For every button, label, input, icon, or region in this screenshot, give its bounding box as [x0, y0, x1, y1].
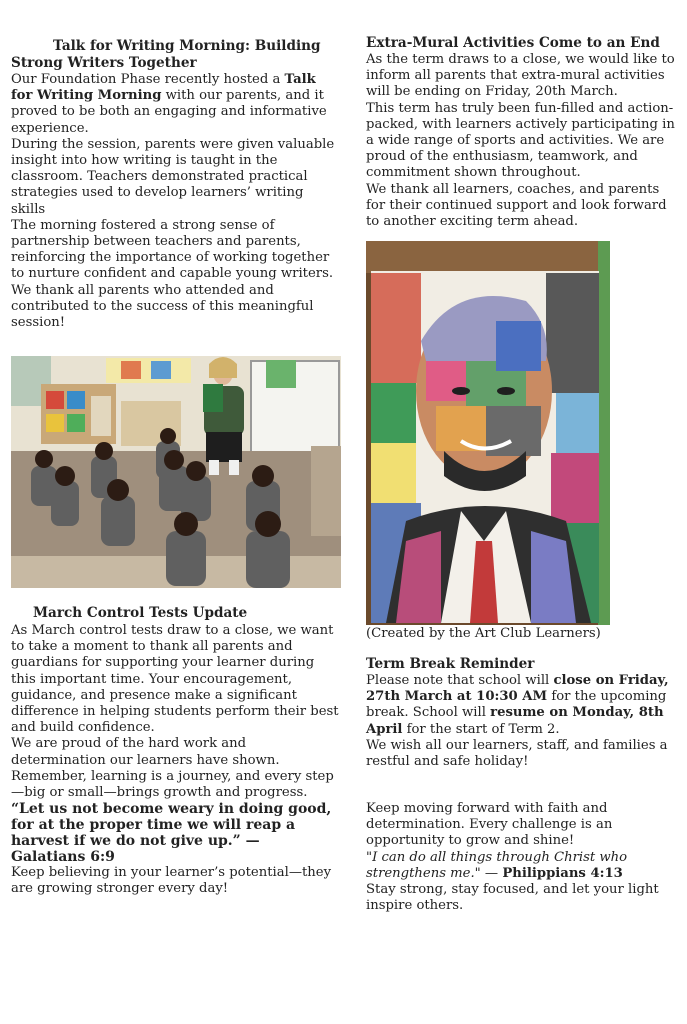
extra-paragraph-3: We thank all learners, coaches, and parents for their continued support and look forward to another exciting term ahead. [366, 181, 667, 230]
term-close-date: close on Friday, 27th March at 10:30 AM [366, 673, 669, 705]
portrait-painting-illustration [366, 241, 610, 625]
talk-p1-text-end: with our parents, and it proved to be both an engaging and informative experience. [11, 88, 327, 136]
term-p1-c: for the upcoming break. School will [366, 689, 667, 721]
talk-paragraph-1 [11, 72, 341, 137]
talk-p1-bold: Talk for Writing Morning [11, 72, 316, 104]
talk-paragraph-2: During the session, parents were given valuable insight into how writing is taught in the classroom. Teachers demonstrated practical strategies used to develop learners’ writing skills [11, 136, 335, 217]
talk-heading-line2: Strong Writers Together [11, 54, 197, 71]
galatians-reference: Galatians 6:9 [11, 849, 115, 866]
classroom-photo [11, 356, 341, 588]
philippians-quote [366, 850, 676, 882]
term-paragraph-2: We wish all our learners, staff, and families a restful and safe holiday! [366, 737, 668, 770]
talk-p1-text: Our Foundation Phase recently hosted a [11, 72, 285, 87]
march-paragraph-1: As March control tests draw to a close, we want to take a moment to thank all parents and guardians for supporting your learner during this important time. Your encouragement, guidance, and presence make a significant difference in helping students perform their best and build confidence. [11, 623, 339, 736]
galatians-quote-text: “Let us not become weary in doing good, for at the proper time we will reap a harvest if we do not give up.” — [11, 801, 332, 850]
extra-mural-heading: Extra-Mural Activities Come to an End [366, 35, 660, 51]
term-p1-a: Please note that school will [366, 673, 554, 688]
talk-for-writing-heading [11, 38, 341, 71]
march-paragraph-2: We are proud of the hard work and determination our learners have shown. Remember, learning is a journey, and every step—big or small—brings growth and progress. [11, 736, 334, 801]
closing-paragraph-1: Keep moving forward with faith and determination. Every challenge is an opportunity to grow and shine! [366, 801, 613, 849]
galatians-quote [11, 801, 341, 865]
extra-paragraph-1: As the term draws to a close, we would like to inform all parents that extra-mural activities will be ending on Friday, 20th March. [366, 52, 675, 100]
march-paragraph-3: Keep believing in your learner’s potential—they are growing stronger every day! [11, 865, 332, 897]
term-paragraph-1 [366, 673, 676, 738]
philippians-dash: — [480, 865, 503, 881]
talk-for-writing-body [11, 72, 341, 331]
march-tests-body [11, 623, 341, 898]
philippians-quote-text: "I can do all things through Christ who strengthens me." [366, 849, 628, 881]
closing-paragraph-2: Stay strong, stay focused, and let your light inspire others. [366, 882, 659, 914]
talk-paragraph-4: We thank all parents who attended and contributed to the success of this meaningful session! [11, 282, 314, 331]
philippians-reference: Philippians 4:13 [502, 865, 623, 881]
extra-mural-body [366, 52, 676, 230]
art-caption: (Created by the Art Club Learners) [366, 626, 601, 641]
term-break-heading: Term Break Reminder [366, 656, 535, 672]
march-tests-heading: March Control Tests Update [33, 605, 248, 621]
talk-paragraph-3: The morning fostered a strong sense of partnership between teachers and parents, reinforcing the importance of working together to nurture confident and capable young writers. [11, 217, 334, 282]
art-club-portrait-painting [366, 241, 610, 625]
term-resume-date: resume on Monday, 8th April [366, 705, 664, 737]
talk-heading-line1: Talk for Writing Morning: Building [53, 38, 321, 54]
term-break-body [366, 673, 676, 770]
term-p1-e: for the start of Term 2. [402, 721, 560, 737]
closing-message [366, 801, 676, 914]
classroom-photo-illustration [11, 356, 341, 588]
extra-paragraph-2: This term has truly been fun-filled and action-packed, with learners actively participating in a wide range of sports and activities. We are proud of the enthusiasm, teamwork, and commitment shown throughout. [366, 100, 675, 181]
